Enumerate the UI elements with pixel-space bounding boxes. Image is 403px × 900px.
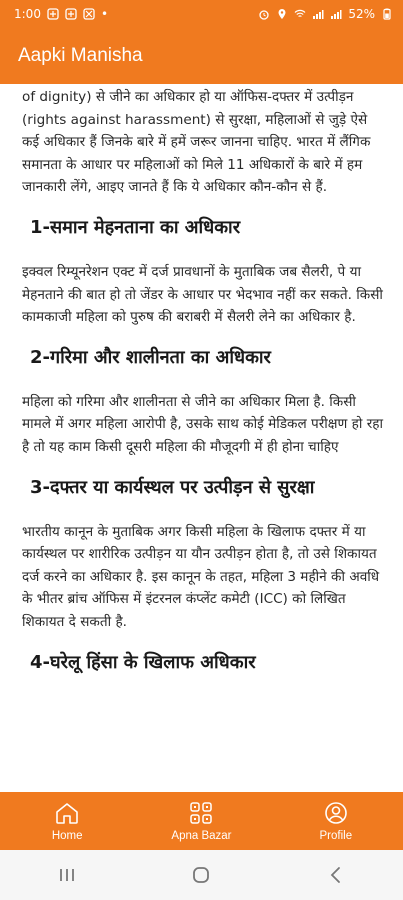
location-icon [276,8,288,20]
home-circle-icon [191,865,211,885]
battery-percent: 52% [348,7,375,21]
dot-indicator-icon: • [100,7,109,21]
nav-apna-bazar-label: Apna Bazar [171,830,232,842]
status-right [258,7,393,21]
nav-home[interactable] [12,800,122,842]
signal-icon [330,8,342,20]
signal-icon [312,8,324,20]
section-text: महिला को गरिमा और शालीनता से जीने का अधिकार मिला है. किसी मामले में अगर महिला आरोपी है, उसके साथ कोई मेडिकल परीक्षण हो रहा है तो यह काम किसी दूसरी महिला की मौजूदगी में ही होना चाहिए [22,393,384,455]
app-notification-icon [47,8,59,20]
recent-apps-button[interactable] [47,860,87,890]
back-chevron-icon [328,866,344,884]
home-icon [54,800,80,826]
wifi-icon [294,8,306,20]
section-heading: 2-गरिमा और शालीनता का अधिकार [30,346,271,368]
section-heading: 1-समान मेहनताना का अधिकार [30,216,241,238]
recent-apps-icon [58,867,76,883]
nav-home-label: Home [51,830,83,842]
status-time: 1:00 [14,7,41,21]
app-notification-icon [83,8,95,20]
battery-icon [381,8,393,20]
section-text: इक्वल रिम्यूनरेशन एक्ट में दर्ज प्रावधानों के मुताबिक जब सैलरी, पे या मेहनताने की बात हो तो जेंडर के आधार पर भेदभाव नहीं कर सकते. किसी कामकाजी महिला को पुरुष की बराबरी में सैलरी लेने का अधिकार है. [22,263,383,326]
nav-profile[interactable] [281,800,391,842]
app-title: Aapki Manisha [18,45,143,66]
status-bar [0,0,403,28]
article-content[interactable] [0,84,403,792]
app-bar [0,28,403,84]
nav-profile-label: Profile [319,830,353,842]
nav-apna-bazar[interactable] [146,800,256,842]
bottom-navigation [0,792,403,850]
profile-icon [323,800,349,826]
section-heading: 3-दफ्तर या कार्यस्थल पर उत्पीड़न से सुरक्षा [30,476,315,498]
alarm-icon [258,8,270,20]
app-notification-icon [65,8,77,20]
status-left [14,7,108,21]
home-button[interactable] [181,860,221,890]
back-button[interactable] [316,860,356,890]
system-navigation-bar [0,850,403,900]
grid-qr-icon [188,800,214,826]
section-text: भारतीय कानून के मुताबिक अगर किसी महिला के खिलाफ दफ्तर में या कार्यस्थल पर शारीरिक उत्पीड़न या यौन उत्पीड़न होता है, तो उसे शिकायत दर्ज करने का अधिकार है. इस कानून के तहत, महिला 3 महीने की अवधि के भीतर ब्रांच ऑफिस में इंटरनल कंप्लेंट कमेटी (ICC) को लिखित शिकायत दे सकती है. [22,523,380,630]
article-intro: of dignity) से जीने का अधिकार हो या ऑफिस-दफ्तर में उत्पीड़न (rights against harassment) से सुरक्षा, महिलाओं से जुड़े ऐसे कई अधिकार हैं जिनके बारे में हमें जरूर जानना चाहिए. भारत में लैंगिक समानता के आधार पर महिलाओं को मिले 11 अधिकारों के बारे में हम जानकारी लेंगे, आइए जानते हैं कि ये अधिकार कौन-कौन से हैं. [22,89,371,196]
section-heading: 4-घरेलू हिंसा के खिलाफ अधिकार [30,651,256,673]
